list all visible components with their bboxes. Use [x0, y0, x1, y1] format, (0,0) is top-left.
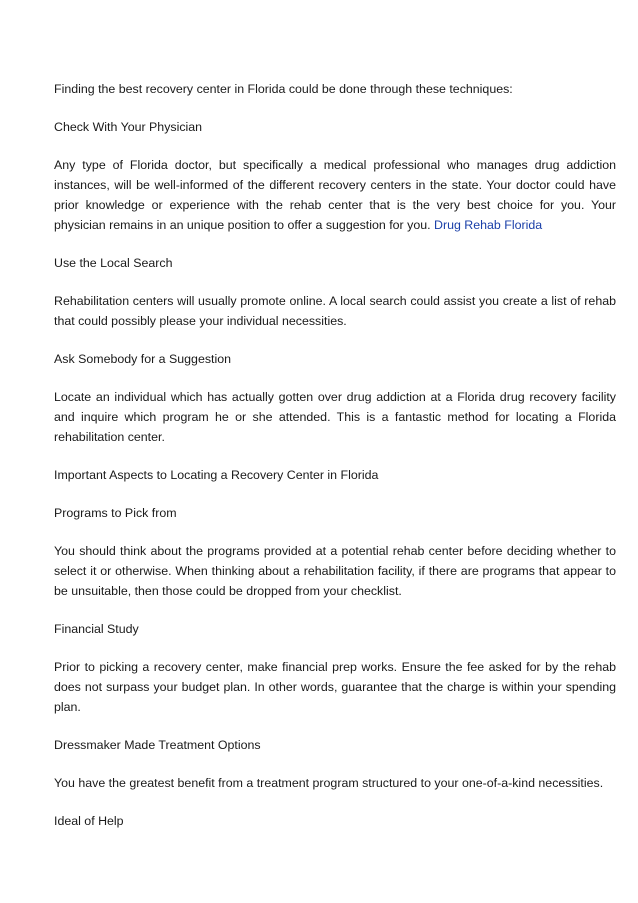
drug-rehab-florida-link[interactable]: Drug Rehab Florida — [434, 218, 543, 232]
paragraph-text: Any type of Florida doctor, but specifically a medical professional who manages drug addiction instances, will be well-informed of the different recovery centers in the state. Your doctor could have prior knowledge or experience with the rehab center that is the very best choice for you. Your physician remains in an unique position to offer a suggestion for you. — [54, 158, 616, 232]
paragraph-treatment-options: You have the greatest benefit from a treatment program structured to your one-of-a-kind necessities. — [54, 776, 604, 790]
heading-important-aspects: Important Aspects to Locating a Recovery Center in Florida — [54, 468, 379, 482]
paragraph-check-physician — [54, 155, 616, 235]
heading-local-search: Use the Local Search — [54, 256, 173, 270]
paragraph-local-search: Rehabilitation centers will usually promote online. A local search could assist you create a list of rehab that could possibly please your individual necessities. — [54, 294, 616, 328]
document-page — [54, 79, 616, 849]
heading-ideal-of-help: Ideal of Help — [54, 814, 124, 828]
heading-ask-suggestion: Ask Somebody for a Suggestion — [54, 352, 232, 366]
heading-financial-study: Financial Study — [54, 622, 139, 636]
intro-paragraph: Finding the best recovery center in Florida could be done through these techniques: — [54, 82, 513, 96]
heading-programs: Programs to Pick from — [54, 506, 177, 520]
paragraph-financial-study: Prior to picking a recovery center, make financial prep works. Ensure the fee asked for by the rehab does not surpass your budget plan. In other words, guarantee that the charge is within your spending plan. — [54, 660, 616, 714]
heading-treatment-options: Dressmaker Made Treatment Options — [54, 738, 261, 752]
paragraph-programs: You should think about the programs provided at a potential rehab center before deciding whether to select it or otherwise. When thinking about a rehabilitation facility, if there are programs that appear to be unsuitable, then those could be dropped from your checklist. — [54, 544, 616, 598]
heading-check-physician: Check With Your Physician — [54, 120, 203, 134]
paragraph-ask-suggestion: Locate an individual which has actually gotten over drug addiction at a Florida drug recovery facility and inquire which program he or she attended. This is a fantastic method for locating a Florida rehabilitation center. — [54, 390, 616, 444]
